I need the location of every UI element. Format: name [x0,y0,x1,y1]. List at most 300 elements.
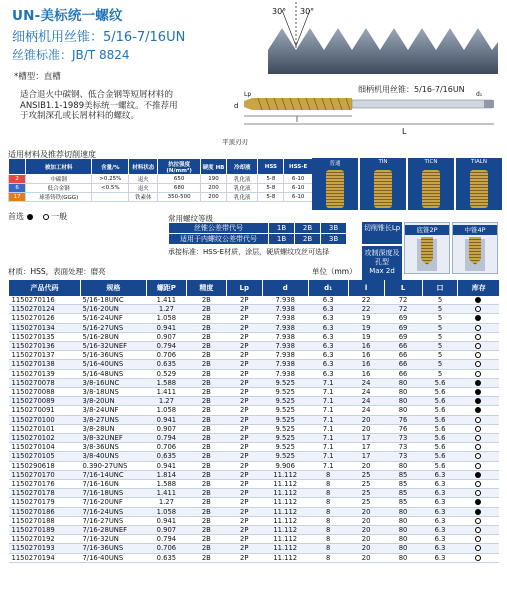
filled-circle-icon [475,407,481,413]
table-cell: 7.1 [308,443,348,452]
table-cell: 2P [226,480,262,489]
table-cell: 5.6 [422,378,458,387]
table-cell: 2B [186,342,226,351]
product-code-cell: 1150270102 [9,434,81,443]
table-cell: 2P [226,323,262,332]
table-cell: 66 [384,360,422,369]
open-circle-icon [475,334,481,340]
table-row [9,314,500,323]
table-cell: 5 [422,305,458,314]
table-cell: 7.938 [262,369,308,378]
product-code-cell: 1150270105 [9,452,81,461]
table-cell: 11.112 [262,507,308,516]
mat-header: 硬度 HB [201,159,227,175]
table-cell: 5.6 [422,415,458,424]
stock-cell [458,388,499,397]
unit-line: 单位（mm） [312,267,357,276]
stock-cell [458,461,499,470]
table-cell: 7/16-36UNS [80,544,146,553]
table-cell: 24 [348,378,384,387]
table-cell: 69 [384,332,422,341]
table-cell: 1.588 [146,480,186,489]
table-cell: 20 [348,553,384,562]
table-cell: 20 [348,461,384,470]
mat-header: 冷却液 [226,159,258,175]
col-header: 精度 [186,280,226,296]
table-row [9,378,500,387]
table-row [9,323,500,332]
table-cell: 5 [422,323,458,332]
table-cell: 80 [384,406,422,415]
open-circle-icon [475,463,481,469]
table-cell: 20 [348,507,384,516]
table-cell: 5/16-28UN [80,332,146,341]
table-row [9,296,500,305]
table-cell: 1.411 [146,296,186,305]
standard-label: 丝锥标准：JB/T 8824 [12,48,130,62]
materials-section-title: 适用材料及推荐切削速度 [8,150,96,159]
table-row [9,434,500,443]
table-cell: 1.411 [146,489,186,498]
product-code-cell: 1150270116 [9,296,81,305]
table-cell: 8 [308,516,348,525]
table-cell: 0.706 [146,443,186,452]
table-cell: 2B [186,406,226,415]
table-cell: 7.1 [308,406,348,415]
table-cell: 85 [384,480,422,489]
stock-cell [458,305,499,314]
table-cell: 6.3 [308,332,348,341]
table-cell: 8 [308,553,348,562]
table-cell: 7.938 [262,351,308,360]
table-row [9,516,500,525]
table-cell: 80 [384,526,422,535]
table-cell: 7.938 [262,360,308,369]
table-cell: 80 [384,516,422,525]
product-code-cell: 1150270104 [9,443,81,452]
table-cell: 7.1 [308,415,348,424]
table-cell: 2P [226,314,262,323]
open-circle-icon [475,453,481,459]
table-cell: 3/8-16UNC [80,378,146,387]
coating-tin: TIN [360,158,406,210]
stock-cell [458,397,499,406]
table-cell: 1.27 [146,305,186,314]
product-code-cell: 1150270194 [9,553,81,562]
stock-cell [458,323,499,332]
table-cell: 5.6 [422,434,458,443]
table-cell: 9.525 [262,406,308,415]
table-cell: 73 [384,443,422,452]
table-cell: 8 [308,544,348,553]
open-circle-icon [475,352,481,358]
table-cell: 6.3 [422,470,458,479]
filled-circle-icon [475,380,481,386]
coating-normal: 普通 [312,158,358,210]
table-cell: 5/16-48UNS [80,369,146,378]
table-cell: 0.907 [146,424,186,433]
table-cell: 80 [384,507,422,516]
table-cell: 3/8-40UNS [80,452,146,461]
filled-circle-icon [475,315,481,321]
table-cell: 66 [384,342,422,351]
table-cell: 0.941 [146,323,186,332]
table-cell: 6.3 [422,535,458,544]
product-code-cell: 1150270091 [9,406,81,415]
table-cell: 5 [422,342,458,351]
stock-cell [458,470,499,479]
table-cell: 2B [186,480,226,489]
table-cell: 2B [186,415,226,424]
table-cell: 5 [422,296,458,305]
tap-image-icon [422,170,440,208]
tolerance-label: 常用螺纹等级 [168,214,213,223]
table-cell: 80 [384,461,422,470]
table-cell: 80 [384,388,422,397]
table-cell: 2P [226,369,262,378]
table-cell: 2P [226,388,262,397]
table-cell: 16 [348,360,384,369]
table-row [9,489,500,498]
open-circle-icon [43,214,49,220]
table-cell: 8 [308,489,348,498]
table-row [9,415,500,424]
table-cell: 2B [186,369,226,378]
table-cell: 2P [226,360,262,369]
open-circle-icon [475,555,481,561]
table-cell: 2B [186,489,226,498]
table-cell: 6.3 [308,369,348,378]
table-cell: 2B [186,397,226,406]
table-cell: 7/16-16UN [80,480,146,489]
table-cell: 1.058 [146,314,186,323]
open-circle-icon [475,481,481,487]
table-cell: 5/16-24UNF [80,314,146,323]
table-cell: 9.525 [262,378,308,387]
table-row [9,397,500,406]
table-cell: 73 [384,434,422,443]
table-cell: 66 [384,369,422,378]
stock-cell [458,489,499,498]
table-cell: 2P [226,305,262,314]
stock-cell [458,314,499,323]
table-row [9,332,500,341]
table-cell: 7/16-27UNS [80,516,146,525]
table-cell: 2P [226,489,262,498]
table-cell: 2P [226,351,262,360]
product-code-cell: 1150270192 [9,535,81,544]
table-cell: 2B [186,323,226,332]
table-cell: 80 [384,397,422,406]
product-code-cell: 1150270078 [9,378,81,387]
table-cell: 5/16-27UNS [80,323,146,332]
table-cell: 0.794 [146,342,186,351]
table-cell: 7.938 [262,296,308,305]
product-table-body [9,296,500,562]
table-cell: 73 [384,452,422,461]
table-row [9,406,500,415]
table-cell: 16 [348,369,384,378]
table-cell: 9.906 [262,461,308,470]
open-circle-icon [475,325,481,331]
filled-circle-icon [475,389,481,395]
table-row [9,498,500,507]
table-cell: 22 [348,305,384,314]
table-cell: 25 [348,470,384,479]
table-cell: 2P [226,535,262,544]
stock-cell [458,342,499,351]
product-code-cell: 1150270101 [9,424,81,433]
table-cell: 6.3 [422,516,458,525]
table-cell: 2B [186,360,226,369]
coating-tialn: TIALN [456,158,502,210]
filled-circle-icon [475,398,481,404]
open-circle-icon [475,518,481,524]
table-cell: 5.6 [422,397,458,406]
table-cell: 9.525 [262,443,308,452]
table-cell: 24 [348,388,384,397]
stock-cell [458,415,499,424]
mat-header: HSS-E [284,159,313,175]
table-cell: 1.27 [146,498,186,507]
table-cell: 2B [186,388,226,397]
product-code-cell: 1150270189 [9,526,81,535]
table-cell: 85 [384,489,422,498]
tap-image-icon [470,170,488,208]
table-cell: 7.938 [262,305,308,314]
angle-right-label: 30° [300,7,315,16]
product-code-cell: 1150270136 [9,342,81,351]
table-cell: 5.6 [422,406,458,415]
stock-cell [458,369,499,378]
table-cell: 7.1 [308,452,348,461]
table-cell: 5/16-18UNC [80,296,146,305]
table-cell: 2B [186,452,226,461]
page-subtitle: 细柄机用丝锥：5/16-7/16UN [12,30,186,45]
table-row [9,424,500,433]
table-row [9,369,500,378]
table-cell: 7/16-18UNS [80,489,146,498]
table-cell: 25 [348,480,384,489]
mat-header: 抗拉强度 (N/mm²) [158,159,201,175]
table-cell: 6.3 [422,544,458,553]
table-cell: 25 [348,498,384,507]
table-cell: 5 [422,332,458,341]
stock-cell [458,443,499,452]
stock-cell [458,424,499,433]
table-row [9,452,500,461]
open-circle-icon [475,343,481,349]
table-cell: 1.814 [146,470,186,479]
product-code-cell: 1150270186 [9,507,81,516]
table-row [9,480,500,489]
material-row: 2 中碳钢 >0.25% 退火 650 190 乳化液 5-8 6-10 [9,175,313,184]
table-row [9,360,500,369]
coating-ticn: TICN [408,158,454,210]
stock-cell [458,480,499,489]
table-cell: 2P [226,553,262,562]
table-cell: 2P [226,434,262,443]
product-code-cell: 1150270126 [9,314,81,323]
open-circle-icon [475,306,481,312]
table-cell: 5 [422,360,458,369]
filled-circle-icon [475,499,481,505]
table-cell: 20 [348,544,384,553]
table-cell: 66 [384,351,422,360]
table-cell: 2P [226,461,262,470]
table-cell: 11.112 [262,553,308,562]
stock-cell [458,498,499,507]
product-code-cell: 1150270135 [9,332,81,341]
material-row: 17 球墨铸铁(GGG) 铁素体 350-500 200 乳化液 5-8 6-10 [9,193,313,202]
dim-lp-label: Lp [244,91,252,98]
dim-l-label: l [296,116,298,124]
table-row [9,507,500,516]
table-cell: 7.1 [308,378,348,387]
open-circle-icon [475,444,481,450]
table-cell: 1.411 [146,388,186,397]
stock-cell [458,434,499,443]
col-header: 库存 [458,280,499,296]
product-code-cell: 1150270179 [9,498,81,507]
stock-cell [458,507,499,516]
chamfer-middle: 中锥4P [452,222,498,274]
stock-cell [458,452,499,461]
table-cell: 5.6 [422,388,458,397]
dim-L-label: L [402,127,407,136]
table-cell: 7.1 [308,461,348,470]
table-cell: 2B [186,443,226,452]
table-cell: 3/8-27UNS [80,415,146,424]
product-code-cell: 1150270089 [9,397,81,406]
table-cell: 6.3 [308,360,348,369]
table-cell: 6.3 [308,314,348,323]
table-cell: 11.112 [262,489,308,498]
materials-table [8,158,313,202]
table-row [9,461,500,470]
open-circle-icon [475,361,481,367]
dim-d-label: d [234,102,239,110]
table-cell: 6.3 [422,507,458,516]
table-cell: 2B [186,553,226,562]
stock-cell [458,553,499,562]
filled-circle-icon [475,472,481,478]
table-cell: 22 [348,296,384,305]
table-cell: 7/16-24UNS [80,507,146,516]
table-cell: 0.635 [146,452,186,461]
table-cell: 2P [226,544,262,553]
mat-header: 被加工材料 [26,159,92,175]
table-cell: 3/8-18UNS [80,388,146,397]
table-cell: 6.3 [422,498,458,507]
table-row [9,553,500,562]
col-header: 规格 [80,280,146,296]
table-cell: 80 [384,553,422,562]
table-cell: 2P [226,378,262,387]
product-code-cell: 1150270139 [9,369,81,378]
table-cell: 2P [226,516,262,525]
angle-left-label: 30° [272,7,287,16]
table-cell: 2B [186,470,226,479]
table-cell: 8 [308,480,348,489]
table-cell: 11.112 [262,544,308,553]
mat-header: 含量/% [92,159,129,175]
table-cell: 6.3 [422,489,458,498]
coating-images [312,158,502,210]
stock-cell [458,526,499,535]
tap-image-icon [374,170,392,208]
table-cell: 69 [384,323,422,332]
table-cell: 2P [226,507,262,516]
table-cell: 80 [384,378,422,387]
description-text: 适合退火中碳钢、低合金钢等短屑材料的ANSIB1.1-1989美标统一螺纹。不推荐用于攻制深孔或长屑材料的螺纹。 [20,90,178,121]
stock-cell [458,296,499,305]
legend-first: 首选 [8,211,33,222]
table-cell: 20 [348,526,384,535]
table-cell: 3/8-28UN [80,424,146,433]
product-code-cell: 1150270188 [9,516,81,525]
table-cell: 0.794 [146,535,186,544]
table-cell: 5.6 [422,461,458,470]
table-cell: 0.907 [146,332,186,341]
table-cell: 0.907 [146,526,186,535]
table-cell: 5/16-40UNS [80,360,146,369]
table-cell: 11.112 [262,470,308,479]
table-cell: 9.525 [262,415,308,424]
table-cell: 7/16-14UNC [80,470,146,479]
table-cell: 72 [384,296,422,305]
open-circle-icon [475,417,481,423]
tolerance-table [168,222,347,245]
table-cell: 20 [348,516,384,525]
table-cell: 0.941 [146,516,186,525]
stock-cell [458,544,499,553]
table-row [9,388,500,397]
table-cell: 2P [226,342,262,351]
table-cell: 5.6 [422,452,458,461]
stock-cell [458,332,499,341]
chamfer-bottom: 底锥2P [404,222,450,274]
col-header: d [262,280,308,296]
product-table [8,280,499,563]
table-cell: 80 [384,544,422,553]
table-cell: 2B [186,516,226,525]
table-cell: 2P [226,498,262,507]
table-cell: 2B [186,296,226,305]
table-cell: 7.1 [308,424,348,433]
table-cell: 2P [226,332,262,341]
page-title: UN-美标统一螺纹 [12,8,123,24]
table-cell: 2P [226,415,262,424]
table-cell: 2B [186,535,226,544]
table-cell: 0.635 [146,553,186,562]
table-cell: 17 [348,452,384,461]
table-cell: 5 [422,314,458,323]
table-cell: 85 [384,470,422,479]
open-circle-icon [475,536,481,542]
table-cell: 6.3 [308,342,348,351]
table-cell: 0.706 [146,544,186,553]
table-cell: 0.529 [146,369,186,378]
col-header: 口 [422,280,458,296]
tap-image-icon [326,170,344,208]
table-cell: 0.390-27UNS [80,461,146,470]
tap-cone-icon [421,237,433,265]
table-cell: 16 [348,342,384,351]
table-cell: 5/16-32UNEF [80,342,146,351]
depth-box: 攻制深度及孔型 Max 2d [362,246,402,280]
table-cell: 2B [186,314,226,323]
